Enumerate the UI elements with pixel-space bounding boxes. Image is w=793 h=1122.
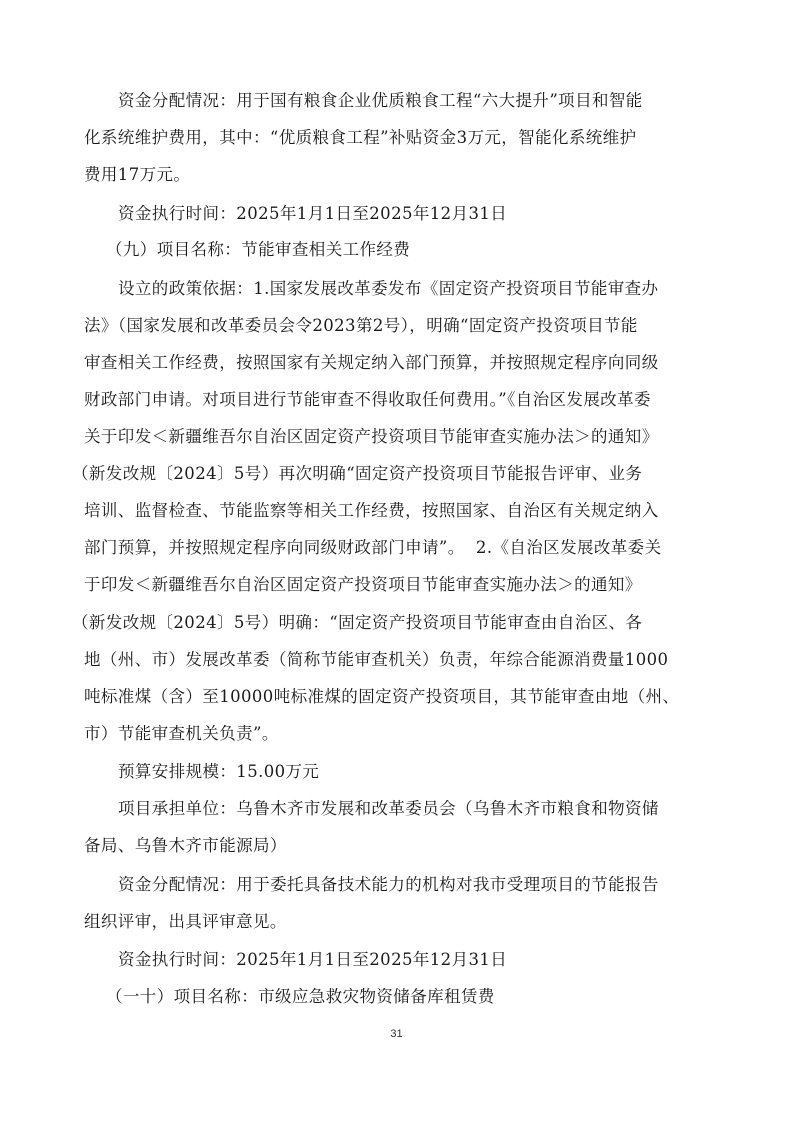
text-line: 部门预算，并按照规定程序向同级财政部门申请”。 2.《自治区发展改革委关 <box>84 538 662 557</box>
text-line: 资金执行时间：2025年1月1日至2025年12月31日 <box>118 204 508 223</box>
text-line: 于印发＜新疆维吾尔自治区固定资产投资项目节能审查实施办法＞的通知》 <box>84 575 642 594</box>
text-line: 资金执行时间：2025年1月1日至2025年12月31日 <box>118 950 508 969</box>
text-line: 设立的政策依据：1.国家发展改革委发布《固定资产投资项目节能审查办 <box>118 279 659 298</box>
text-line: 市）节能审查机关负责”。 <box>84 724 279 743</box>
text-line: 组织评审，出具评审意见。 <box>84 912 287 931</box>
text-line: 费用17万元。 <box>84 165 191 184</box>
text-line: 吨标准煤（含）至10000吨标准煤的固定资产投资项目，其节能审查由地（州、 <box>84 687 680 706</box>
text-line: 资金分配情况：用于委托具备技术能力的机构对我市受理项目的节能报告 <box>118 875 659 894</box>
text-line: 资金分配情况：用于国有粮食企业优质粮食工程“六大提升”项目和智能 <box>118 91 643 110</box>
text-line: 财政部门申请。对项目进行节能审查不得收取任何费用。”《自治区发展改革委 <box>84 390 651 409</box>
text-line: （新发改规〔2024〕5号）明确：“固定资产投资项目节能审查由自治区、各 <box>72 613 643 632</box>
text-line: 法》（国家发展和改革委员会令2023第2号），明确“固定资产投资项目节能 <box>84 316 638 335</box>
page-number: 31 <box>390 1028 403 1040</box>
text-line: 地（州、市）发展改革委（简称节能审查机关）负责，年综合能源消费量1000 <box>84 650 669 669</box>
text-line: 关于印发＜新疆维吾尔自治区固定资产投资项目节能审查实施办法＞的通知》 <box>84 427 659 446</box>
section-heading: （一十）项目名称：市级应急救灾物资储备库租赁费 <box>106 987 495 1006</box>
text-line: （新发改规〔2024〕5号）再次明确“固定资产投资项目节能报告评审、业务 <box>72 464 643 483</box>
section-heading: （九）项目名称：节能审查相关工作经费 <box>106 240 411 259</box>
text-line: 备局、乌鲁木齐市能源局） <box>84 836 287 855</box>
text-line: 化系统维护费用，其中：“优质粮食工程”补贴资金3万元，智能化系统维护 <box>84 128 637 147</box>
text-line: 培训、监督检查、节能监察等相关工作经费，按照国家、自治区有关规定纳入 <box>84 501 659 520</box>
text-line: 项目承担单位：乌鲁木齐市发展和改革委员会（乌鲁木齐市粮食和物资储 <box>118 799 659 818</box>
text-line: 预算安排规模：15.00万元 <box>118 762 320 781</box>
text-line: 审查相关工作经费，按照国家有关规定纳入部门预算，并按照规定程序向同级 <box>84 353 659 372</box>
